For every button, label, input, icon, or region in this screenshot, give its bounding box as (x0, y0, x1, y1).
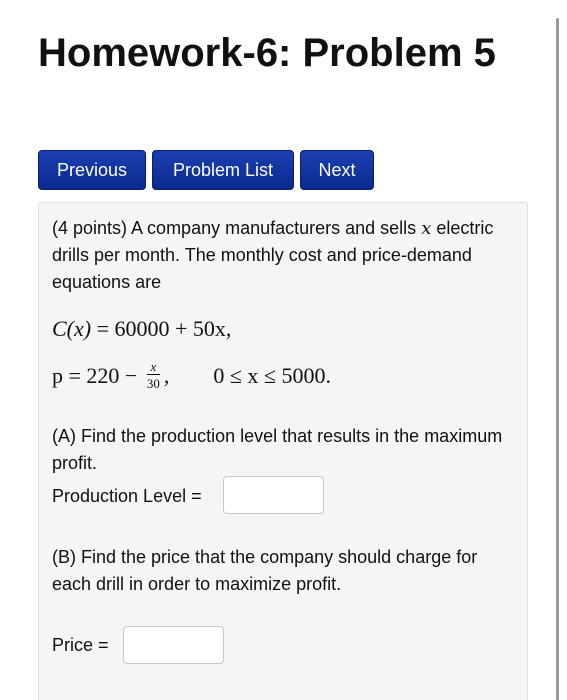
scrollbar[interactable] (556, 18, 559, 700)
price-equation-fraction (147, 360, 160, 390)
domain-constraint: 0 ≤ x ≤ 5000. (213, 363, 331, 389)
page-title: Homework-6: Problem 5 (38, 31, 496, 75)
cost-equation-rhs: = 60000 + 50x, (91, 316, 232, 341)
intro-text-end: electric drills per month. The monthly cost and price-demand equations are (52, 218, 494, 292)
fraction-denominator: 30 (146, 376, 160, 391)
problem-list-button[interactable]: Problem List (152, 150, 294, 190)
price-label: Price = (52, 635, 109, 655)
price-equation-lhs: p = 220 − (52, 363, 143, 389)
problem-navigation (38, 150, 374, 190)
production-level-input[interactable] (223, 476, 324, 514)
intro-variable: x (421, 218, 432, 239)
price-equation-comma: , (163, 363, 170, 389)
fraction-numerator: x (147, 360, 160, 375)
problem-intro (52, 215, 517, 296)
price-input[interactable] (123, 626, 224, 664)
part-a-question: (A) Find the production level that results in the maximum profit. (52, 426, 503, 473)
intro-text-start: (4 points) A company manufacturers and sells (52, 218, 422, 238)
part-b-question: (B) Find the price that the company should charge for each drill in order to maximize profit. (52, 547, 478, 594)
production-level-label: Production Level = (52, 486, 202, 506)
cost-equation (52, 316, 231, 342)
next-button[interactable]: Next (300, 150, 374, 190)
price-demand-equation (52, 359, 331, 393)
previous-button[interactable]: Previous (38, 150, 146, 190)
cost-equation-lhs: C(x) (52, 316, 92, 341)
problem-panel (38, 202, 528, 700)
